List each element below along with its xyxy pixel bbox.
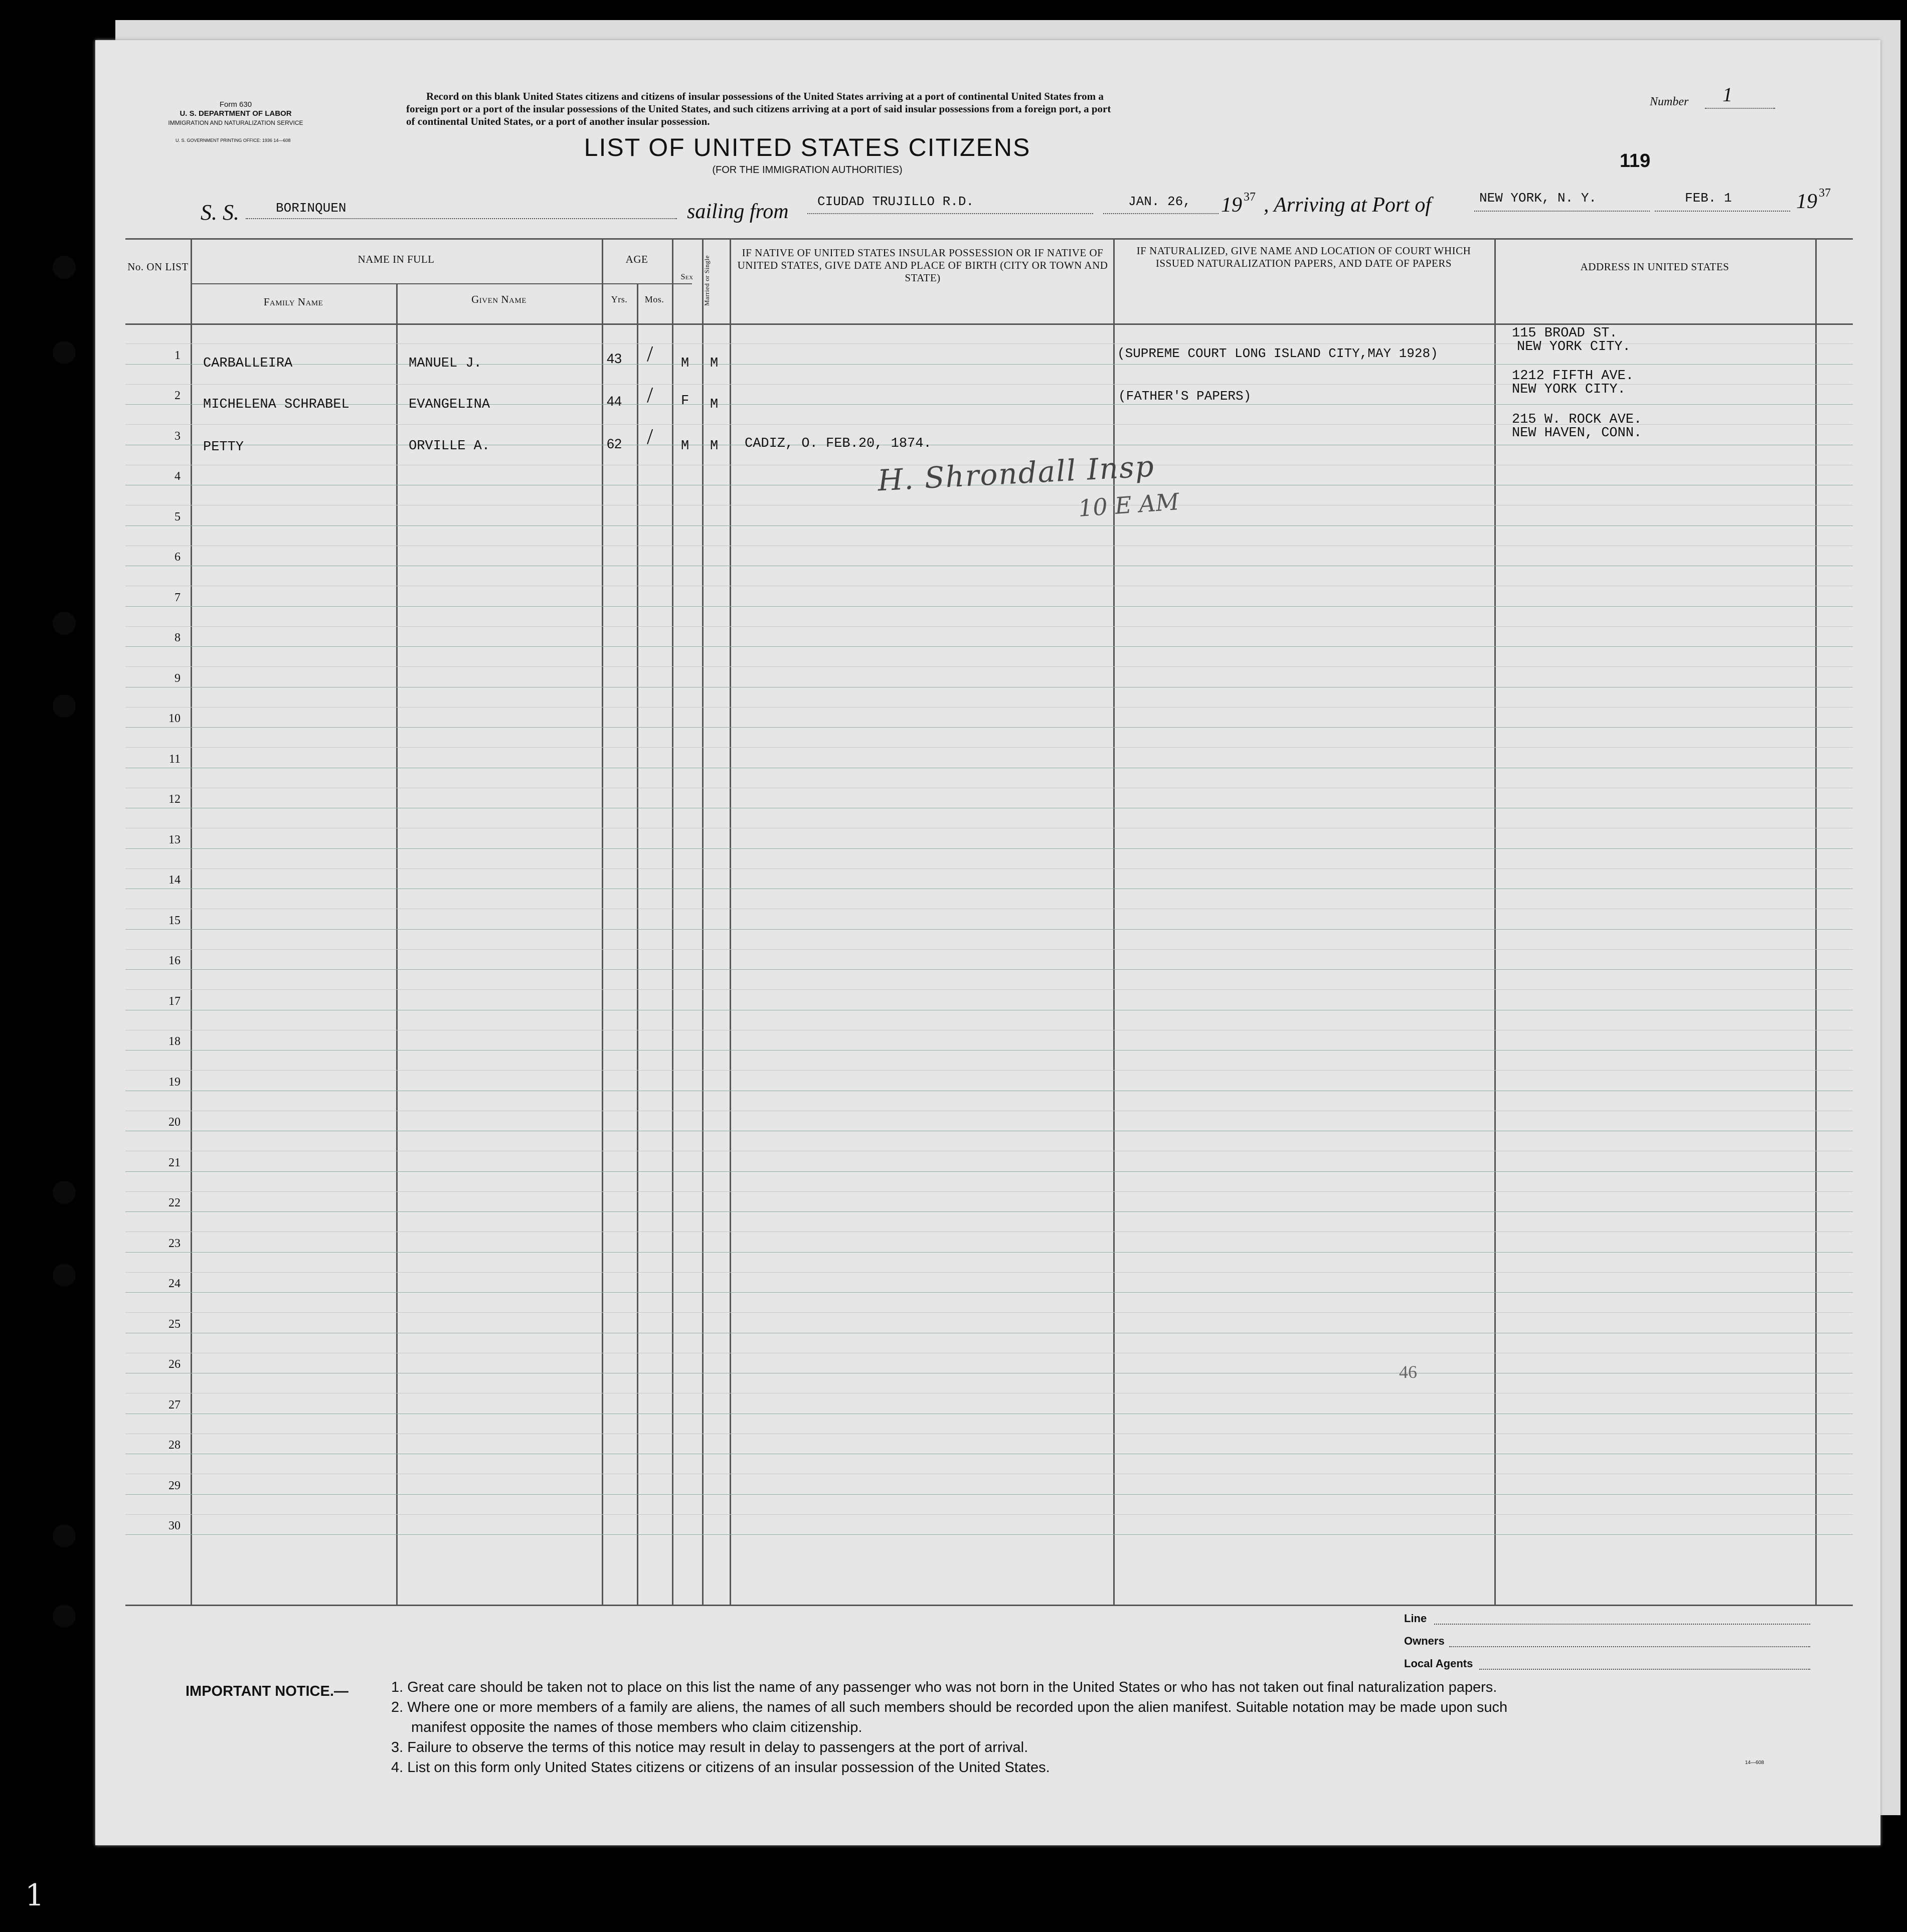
row-rule <box>125 727 1853 728</box>
printing-office: U. S. GOVERNMENT PRINTING OFFICE: 1936 14—608 <box>176 138 291 143</box>
department: U. S. DEPARTMENT OF LABOR <box>180 109 292 118</box>
sex-cell: F <box>681 394 689 409</box>
col-line <box>191 238 192 1605</box>
address-line-2: NEW YORK CITY. <box>1517 339 1631 355</box>
header-native: IF NATIVE OF UNITED STATES INSULAR POSSESSION OR IF NATIVE OF UNITED STATES, GIVE DATE AND PLACE OF BIRTH (CITY OR TOWN AND STATE) <box>737 247 1108 284</box>
row-subrule <box>125 989 1853 990</box>
col-line <box>396 283 398 1605</box>
row-subrule <box>125 1191 1853 1192</box>
header-no-on-list: No. ON LIST <box>127 261 189 273</box>
form-code: 14—608 <box>1745 1760 1764 1766</box>
row-number: 12 <box>168 793 181 806</box>
row-subrule <box>125 1070 1853 1071</box>
punch-hole <box>53 694 76 718</box>
owners-signature-line <box>1449 1646 1810 1647</box>
row-subrule <box>125 707 1853 708</box>
row-number: 27 <box>168 1398 181 1412</box>
col-line <box>730 238 731 1605</box>
age-yrs-cell: 44 <box>607 394 622 409</box>
arrival-date: FEB. 1 <box>1685 191 1732 206</box>
header-age: AGE <box>625 253 648 265</box>
notice-item: 1. Great care should be taken not to place on this list the name of any passenger who was not born in the United States or who has not taken out final naturalization papers. <box>391 1679 1497 1695</box>
row-subrule <box>125 666 1853 667</box>
row-number: 26 <box>168 1358 181 1371</box>
line-label: Line <box>1404 1612 1427 1625</box>
arrival-port: NEW YORK, N. Y. <box>1479 191 1597 206</box>
inspection-time: 10 E AM <box>1077 488 1180 522</box>
notice-item: manifest opposite the names of those members who claim citizenship. <box>411 1719 862 1735</box>
family-name-cell: PETTY <box>203 440 244 455</box>
age-mos-mark: / <box>647 341 653 366</box>
header-mos: Mos. <box>644 294 664 304</box>
row-subrule <box>125 1272 1853 1273</box>
naturalization-cell: (FATHER'S PAPERS) <box>1118 389 1252 404</box>
row-subrule <box>125 747 1853 748</box>
notice-item: 4. List on this form only United States citizens or citizens of an insular possession of the United States. <box>391 1760 1050 1776</box>
age-yrs-cell: 43 <box>607 351 622 366</box>
arrival-date-line <box>1655 211 1790 212</box>
header-naturalized: IF NATURALIZED, GIVE NAME AND LOCATION OF COURT WHICH ISSUED NATURALIZATION PAPERS, AND DATE OF PAPERS <box>1136 245 1471 269</box>
row-number: 8 <box>175 631 181 644</box>
owners-label: Owners <box>1404 1635 1445 1647</box>
row-rule <box>125 364 1853 365</box>
scan-mark: 1 <box>25 1878 45 1913</box>
row-number: 23 <box>168 1237 181 1250</box>
manifest-page <box>95 40 1880 1845</box>
page-mark: 46 <box>1399 1362 1417 1382</box>
row-number: 15 <box>168 914 181 927</box>
address-line-2: NEW HAVEN, CONN. <box>1512 426 1642 441</box>
row-number: 10 <box>168 712 181 725</box>
address-line-1: 1212 FIFTH AVE. <box>1512 369 1634 384</box>
header-name-in-full: NAME IN FULL <box>358 253 435 265</box>
row-rule <box>125 646 1853 647</box>
row-rule <box>125 1494 1853 1495</box>
page-stamp: 119 <box>1620 150 1651 171</box>
notice-items <box>391 1677 1870 1778</box>
line-signature-line <box>1434 1624 1810 1625</box>
punch-hole <box>53 1181 76 1204</box>
arrival-year: 37 <box>1819 187 1831 200</box>
date-line <box>1103 213 1219 214</box>
form-number: Form 630 <box>219 100 252 109</box>
notice-item: 2. Where one or more members of a family are aliens, the names of all such members should be recorded upon the alien manifest. Suitable notation may be made upon such <box>391 1699 1508 1715</box>
row-number: 6 <box>175 551 181 564</box>
married-cell: M <box>710 439 719 454</box>
family-name-cell: MICHELENA SCHRABEL <box>203 397 350 412</box>
service: IMMIGRATION AND NATURALIZATION SERVICE <box>168 119 303 126</box>
row-number: 1 <box>175 349 181 362</box>
given-name-cell: EVANGELINA <box>409 397 490 412</box>
col-line <box>672 238 673 1605</box>
address-line-1: 215 W. ROCK AVE. <box>1512 412 1642 427</box>
header-yrs: Yrs. <box>611 294 628 304</box>
birth-cell: CADIZ, O. FEB.20, 1874. <box>745 436 932 451</box>
sex-cell: M <box>681 356 689 371</box>
row-number: 4 <box>175 470 181 483</box>
row-number: 20 <box>168 1116 181 1129</box>
page-subtitle: (FOR THE IMMIGRATION AUTHORITIES) <box>712 164 903 175</box>
given-name-cell: MANUEL J. <box>409 356 482 371</box>
row-rule <box>125 929 1853 930</box>
col-line <box>1494 238 1496 1605</box>
row-number: 2 <box>175 389 181 402</box>
row-number: 29 <box>168 1479 181 1492</box>
row-number: 19 <box>168 1076 181 1089</box>
departure-date: JAN. 26, <box>1128 194 1191 209</box>
row-number: 16 <box>168 954 181 967</box>
punch-hole <box>53 256 76 279</box>
row-rule <box>125 525 1853 526</box>
naturalization-cell: (SUPREME COURT LONG ISLAND CITY,MAY 1928) <box>1117 346 1438 361</box>
table-bottom-border <box>125 1605 1853 1606</box>
notice-heading: IMPORTANT NOTICE.— <box>186 1683 349 1699</box>
page-title: LIST OF UNITED STATES CITIZENS <box>584 133 1031 161</box>
row-rule <box>125 848 1853 849</box>
arrival-port-line <box>1474 211 1650 212</box>
year-prefix: 19 <box>1221 194 1242 217</box>
departure-line <box>807 213 1093 214</box>
row-rule <box>125 1534 1853 1535</box>
col-line <box>1815 238 1817 1605</box>
row-subrule <box>125 626 1853 627</box>
punch-hole <box>53 1264 76 1287</box>
row-subrule <box>125 868 1853 869</box>
sex-cell: M <box>681 439 689 454</box>
header-address: ADDRESS IN UNITED STATES <box>1580 261 1729 273</box>
header-bottom-border <box>125 323 1853 325</box>
row-number: 22 <box>168 1196 181 1209</box>
number-line <box>1705 108 1775 109</box>
row-number: 13 <box>168 833 181 846</box>
address-line-1: 115 BROAD ST. <box>1512 326 1618 341</box>
row-subrule <box>125 1514 1853 1515</box>
form-id-block <box>140 100 331 127</box>
row-rule <box>125 1252 1853 1253</box>
row-number: 3 <box>175 430 181 443</box>
ship-line <box>246 218 677 219</box>
age-mos-mark: / <box>647 424 653 449</box>
arriving-label: , Arriving at Port of <box>1264 194 1432 217</box>
row-number: 30 <box>168 1519 181 1532</box>
departure-year: 37 <box>1244 191 1256 204</box>
row-rule <box>125 1292 1853 1293</box>
row-number: 21 <box>168 1156 181 1169</box>
local-agents-label: Local Agents <box>1404 1657 1473 1670</box>
address-line-2: NEW YORK CITY. <box>1512 382 1626 397</box>
ss-label: S. S. <box>201 200 239 225</box>
row-subrule <box>125 1312 1853 1313</box>
instructions-block <box>406 90 1660 128</box>
row-number: 14 <box>168 873 181 887</box>
number-value: 1 <box>1722 83 1732 106</box>
married-cell: M <box>710 397 719 412</box>
age-yrs-cell: 62 <box>607 436 622 451</box>
punch-hole <box>53 612 76 635</box>
row-number: 25 <box>168 1318 181 1331</box>
row-number: 7 <box>175 591 181 604</box>
row-number: 18 <box>168 1035 181 1048</box>
row-rule <box>125 1211 1853 1212</box>
number-label: Number <box>1650 95 1689 108</box>
col-line <box>637 283 638 1605</box>
row-number: 11 <box>168 753 181 766</box>
punch-hole <box>53 341 76 364</box>
row-subrule <box>125 949 1853 950</box>
local-agents-signature-line <box>1479 1669 1810 1670</box>
sailing-label: sailing from <box>687 200 789 223</box>
given-name-cell: ORVILLE A. <box>409 439 490 454</box>
table-top-border <box>125 238 1853 240</box>
col-line <box>1113 238 1115 1605</box>
instruction-line: foreign port or a port of the insular possessions of the United States, and such citizens arriving at a port of said insular possessions from a foreign port, a port <box>406 103 1111 115</box>
row-rule <box>125 1171 1853 1172</box>
ship-name: BORINQUEN <box>276 201 346 216</box>
year-prefix-2: 19 <box>1796 190 1817 213</box>
row-rule <box>125 606 1853 607</box>
instruction-line: of continental United States, or a port of another insular possession. <box>406 115 710 127</box>
header-given-name: Given Name <box>471 293 527 305</box>
col-line <box>702 238 704 1605</box>
inspector-signature: H. Shrondall Insp <box>877 449 1156 498</box>
punch-hole <box>53 1605 76 1628</box>
header-married-single: Married or Single <box>703 255 711 306</box>
row-number: 5 <box>175 510 181 523</box>
instruction-line: Record on this blank United States citizens and citizens of insular possessions of the United States arriving at a port of continental United States from a <box>426 90 1104 102</box>
row-number: 9 <box>175 672 181 685</box>
departure-port: CIUDAD TRUJILLO R.D. <box>817 194 974 209</box>
col-line <box>602 238 603 1605</box>
married-cell: M <box>710 356 719 371</box>
header-family-name: Family Name <box>263 296 323 308</box>
punch-hole <box>53 1524 76 1547</box>
age-mos-mark: / <box>647 383 653 407</box>
row-rule <box>125 404 1853 405</box>
family-name-cell: CARBALLEIRA <box>203 356 293 371</box>
notice-item: 3. Failure to observe the terms of this notice may result in delay to passengers at the port of arrival. <box>391 1739 1028 1755</box>
row-rule <box>125 969 1853 970</box>
row-number: 28 <box>168 1439 181 1452</box>
header-sex: Sex <box>680 273 694 281</box>
row-number: 17 <box>168 995 181 1008</box>
row-number: 24 <box>168 1277 181 1290</box>
